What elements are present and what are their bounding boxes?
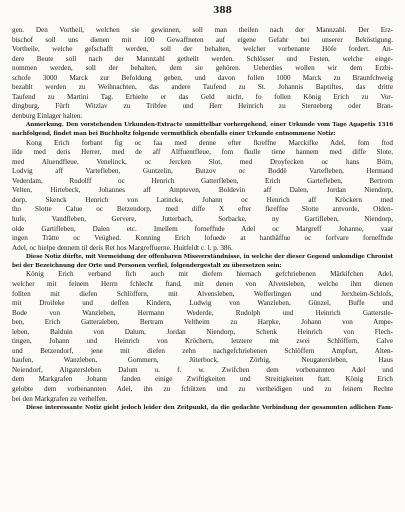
- paragraph-danish-chronicle: [12, 139, 393, 254]
- text-line: Diese interessante Notiz giebt jedoch leider den Zeitpunkt, da die gedachte Verbindung der gesammten adlichen Fam-: [26, 405, 393, 412]
- document-page: [12, 6, 393, 506]
- text-line: dere Beute soll nach der Mannzahl getheilt werden. Schlösser und Festen, welche einge-: [12, 54, 393, 63]
- text-line: med Aluendfleue, Venelinck, oc Jercken Slot, med Droyfecken oc hans Börn,: [12, 157, 393, 166]
- text-line: dem Markgrafen Johann fanden einige Zwiftigkeiten und Streitigkeiten ftatt. König Erich: [12, 375, 393, 384]
- text-line: Diese Notiz dürfte, mit Vermeidung der offenbaren Missverständnisse, in welche der dieser Gegend unkundige Chronist: [26, 254, 393, 261]
- text-line: ingen Trätte oc Veüghed. Konning Erich lofuede at hanthäffue oc forfvare forneffnde: [12, 234, 393, 243]
- text-line: dorp, Skenck Henrich von Latincke, Johann oc Henrich aff Kröckern med: [12, 195, 393, 204]
- paragraph-treaty: [12, 26, 393, 121]
- text-line: Kong Erich forbant fig oc faa med denne efter fkreffne Marckifke Adel, fom ftod: [26, 138, 393, 147]
- text-line: und Betzendorf, jene mit diefen zehn nachgefchriebenen Schlöffern Ampfurt, Alten-: [12, 346, 393, 355]
- text-line: König Erich verband fich auch mit diefem hiernach gefchriebenen Märkifchen Adel,: [26, 270, 393, 279]
- text-line: schofe 3000 Marck zur Befoldung geben, und davon follen 1000 Marck zu Braunfchweig: [12, 73, 393, 82]
- text-line: Vederdam, Rudolff oc Henrich Gatterfleben, Erich Gartefleben, Bertrom: [12, 176, 393, 185]
- footer-note: [12, 404, 393, 413]
- paragraph-german-translation: [12, 270, 393, 404]
- text-line: Velten, Hirtebeck, Johannes aff Ampteven, Boldevin aff Dalen, Jordan Niendorp,: [12, 186, 393, 195]
- text-line: gelobte dem vorbenannten Adel, ihn zu fchützen und zu vertheidigen und zu feinem Rechte: [12, 384, 393, 393]
- text-line: Anmerkung. Den vorstehenden Urkunden-Extracte unmittelbar vorhergehend, einer Urkunde vom Tage Agapetis 1316: [26, 122, 393, 129]
- text-line: Bode von Wanzleben, Hermann Wederde, Rudolph und Heinrich Gatterstle-: [12, 308, 393, 317]
- text-line: Taufend zu Martini Tag. Erhielte er das Geld nicht, fo follen König Erich zu Vor-: [12, 92, 393, 101]
- text-line: Vortheile, welche gefschafft werden, soll der behalten, welcher vorbenante Höfe fordert. An-: [12, 45, 393, 54]
- text-line: mit Droifeke und deffen Kindern, Ludwig von Wanzleben, Günzel, Buffe und: [12, 299, 393, 308]
- text-line: Lodvig aff Vartefleben, Guntzelin, Butzov oc Boddë Vartefleben, Hermand: [12, 167, 393, 176]
- text-line: ilde med deris Herrer, med de aff Alffuentfleue, fom fkulle tiene hannem med diffe Slote,: [12, 148, 393, 157]
- text-line: tingen, Johann und Heinrich von Kröchern, letztere mit zwei Schlöffern, Calve: [12, 337, 393, 346]
- text-line: nachfolgend, findet man bei Buchholtz folgende vermuthlich ebenfalls einer Urkunde entnommene Notiz:: [12, 131, 336, 138]
- text-line: follten mit diefen Schlöffern, mit Alvensleben, Wefferlingen und Jerxheim-Schlofs,: [12, 289, 393, 298]
- text-line: Adel, oc hielpe dennem til deris Ret hos Margreffuerne. Huitfeldt c. l. p. 386.: [12, 243, 233, 252]
- text-line: ben, Erich Gatteraleben, Bertram Veltheim zu Harpke, Johann von Ampe-: [12, 318, 393, 327]
- text-line: nommen werden, soll der behalten, dem sie gehören. Ueberdies wollen wir dem Erzbi-: [12, 64, 393, 73]
- text-line: dingburg, Fürft Witzlav zu Tribfee und Herr Heinrich zu Sterneberg oder Bran-: [12, 102, 393, 111]
- text-line: bischof soll uns dienen mit 100 Gewaffneten auf eigene Gefahr bei unserer Beköstigung.: [12, 35, 393, 44]
- text-line: olde Gartifleben, Dalen etc. Imellem forneffnde Adel oc Margreff Johanne, vaar: [12, 224, 393, 233]
- text-line: tho Slotte Calue oc Betzendorp, med diffe X efter fkreffne Slotte antvorde, Olden-: [12, 205, 393, 214]
- text-line: denburg Einlager halten.: [12, 111, 83, 120]
- text-line: gen. Den Vortheil, welchen sie gewinnen, soll man theilen nach der Mannzahl. Der Erz-: [12, 26, 393, 34]
- text-line: leben, Balduin von Dalum, Jordan Niendorp, Schenk Heinrich von Flech-: [12, 327, 393, 336]
- text-line: bei der Bezeichnung der Orte und Personen verfiel, folgendergestalt zu übersetzen sein:: [12, 262, 282, 269]
- text-line: bezahlt werden zu Weihnachten, das andere Taufend zu St. Johannis Baptiftes, das dritte: [12, 83, 393, 92]
- translation-note: [12, 253, 393, 270]
- annotation-note: [12, 121, 393, 138]
- text-line: bei den Markgrafen zu verhelfen.: [12, 394, 108, 403]
- text-line: Neiendorf, Altgatersleben Dalum u. f. w. Zwifchen dem vorbenannten Adel und: [12, 365, 393, 374]
- text-line: hufe, Vandfleben, Gervere, Jutterbach, Sorbacke, ny Gartifleben, Niendorp,: [12, 215, 393, 224]
- text-line: welcher mit feinem Herrn fchlecht ftand, mit denen von Alvensleben, welche ihm dienen: [12, 279, 393, 288]
- page-number: 388: [213, 6, 232, 16]
- text-line: haufen, Wanzleben, Gommern, Jüterbock, Zörbig, Neugatersleben, Haus: [12, 356, 393, 365]
